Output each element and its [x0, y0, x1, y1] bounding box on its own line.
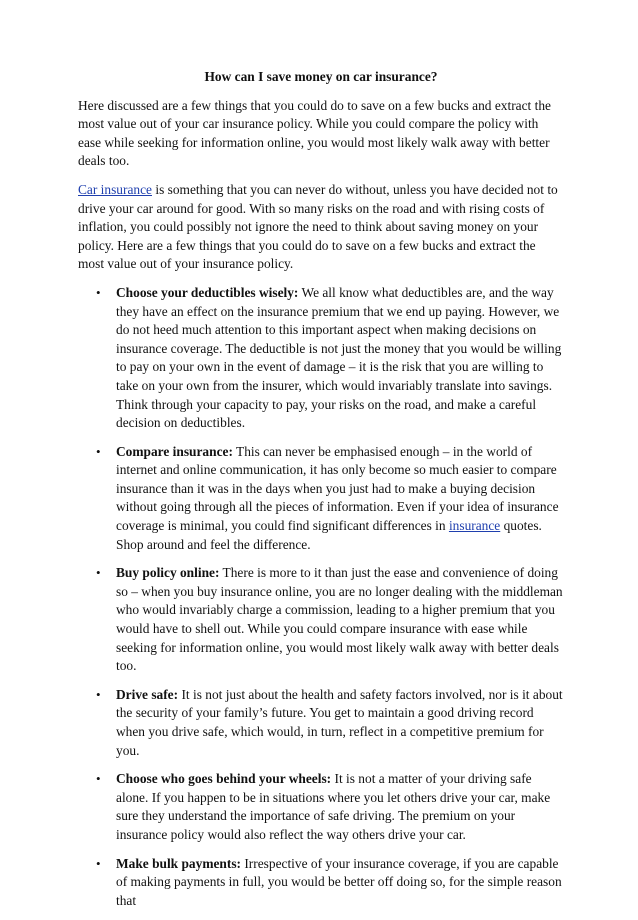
tip-text: It is not a matter of your driving safe alone. If you happen to be in situations where you let others drive your car, make sure they understand the importance of safe driving. The premium on your insurance policy would also reflect the way others drive your car. [116, 771, 551, 842]
bullet-icon: • [96, 771, 101, 787]
intro-paragraph: Here discussed are a few things that you could do to save on a few bucks and extract the most value out of your car insurance policy. While you could compare the policy with ease while seeking for information online, you would most likely walk away with better deals too. [78, 97, 551, 169]
document-page [78, 68, 564, 920]
page-title: How can I save money on car insurance? [204, 69, 438, 84]
tip-heading: Buy policy online: [116, 565, 220, 581]
list-item-bulk-payments [78, 855, 564, 911]
tips-list [78, 284, 564, 910]
tip-text: Irrespective of your insurance coverage, if you are capable of making payments in full, you would be better off doing so, for the simple reason that [116, 855, 562, 908]
list-item-buy-online [78, 564, 564, 676]
tip-text: There is more to it than just the ease and convenience of doing so – when you buy insurance online, you are no longer dealing with the middleman who would invariably charge a commission, leading to a higher premium that you would have to shell out. While you could compare insurance with ease while seeking for information online, you would most likely walk away with better deals too. [116, 565, 563, 674]
bullet-icon: • [96, 855, 101, 871]
tip-heading: Make bulk payments: [116, 855, 241, 871]
tip-text: We all know what deductibles are, and the way they have an effect on the insurance premium that we end up paying. However, we do not heed much attention to this important aspect when making decisions on insurance coverage. The deductible is not just the money that you would be willing to pay on your own in the event of damage – it is the risk that you are willing to take on your own from the insurer, which would invariably translate into savings. Think through your capacity to pay, your risks on the road, and make a careful decision on deductibles. [116, 284, 562, 431]
tip-text: It is not just about the health and safety factors involved, nor is it about the security of your family’s future. You get to maintain a good driving record when you drive safe, which would, in turn, reflect in a competitive premium for you. [116, 686, 563, 758]
car-insurance-paragraph [78, 181, 564, 274]
tip-heading: Choose your deductibles wisely: [116, 284, 299, 300]
car-insurance-paragraph-text: is something that you can never do without, unless you have decided not to drive your car around for good. With so many risks on the road and with rising costs of inflation, you could possibly not ignore the need to think about saving money on your policy. Here are a few things that you could do to save on a few bucks and extract the most value out of your insurance policy. [78, 181, 558, 272]
tip-text: This can never be emphasised enough – in the world of internet and online communication, it has only become so much easier to compare insurance than it was in the days when you just had to make a buying decision without going through all the pieces of information. Even if your idea of insurance coverage is minimal, you could find significant differences in [116, 443, 559, 534]
bullet-icon: • [96, 565, 101, 581]
bullet-icon: • [96, 443, 101, 459]
list-item-who-drives [78, 770, 564, 844]
insurance-link[interactable]: insurance [448, 518, 501, 534]
tip-heading: Drive safe: [116, 686, 179, 702]
tip-text-continued: quotes. Shop around and feel the difference. [116, 518, 542, 552]
bullet-icon: • [96, 686, 101, 702]
car-insurance-link[interactable]: Car insurance [78, 181, 152, 197]
tip-heading: Choose who goes behind your wheels: [116, 771, 332, 787]
bullet-icon: • [96, 284, 101, 300]
list-item-compare-insurance [78, 443, 564, 555]
tip-heading: Compare insurance: [116, 443, 233, 459]
list-item-deductibles [78, 284, 564, 433]
list-item-drive-safe [78, 686, 564, 760]
